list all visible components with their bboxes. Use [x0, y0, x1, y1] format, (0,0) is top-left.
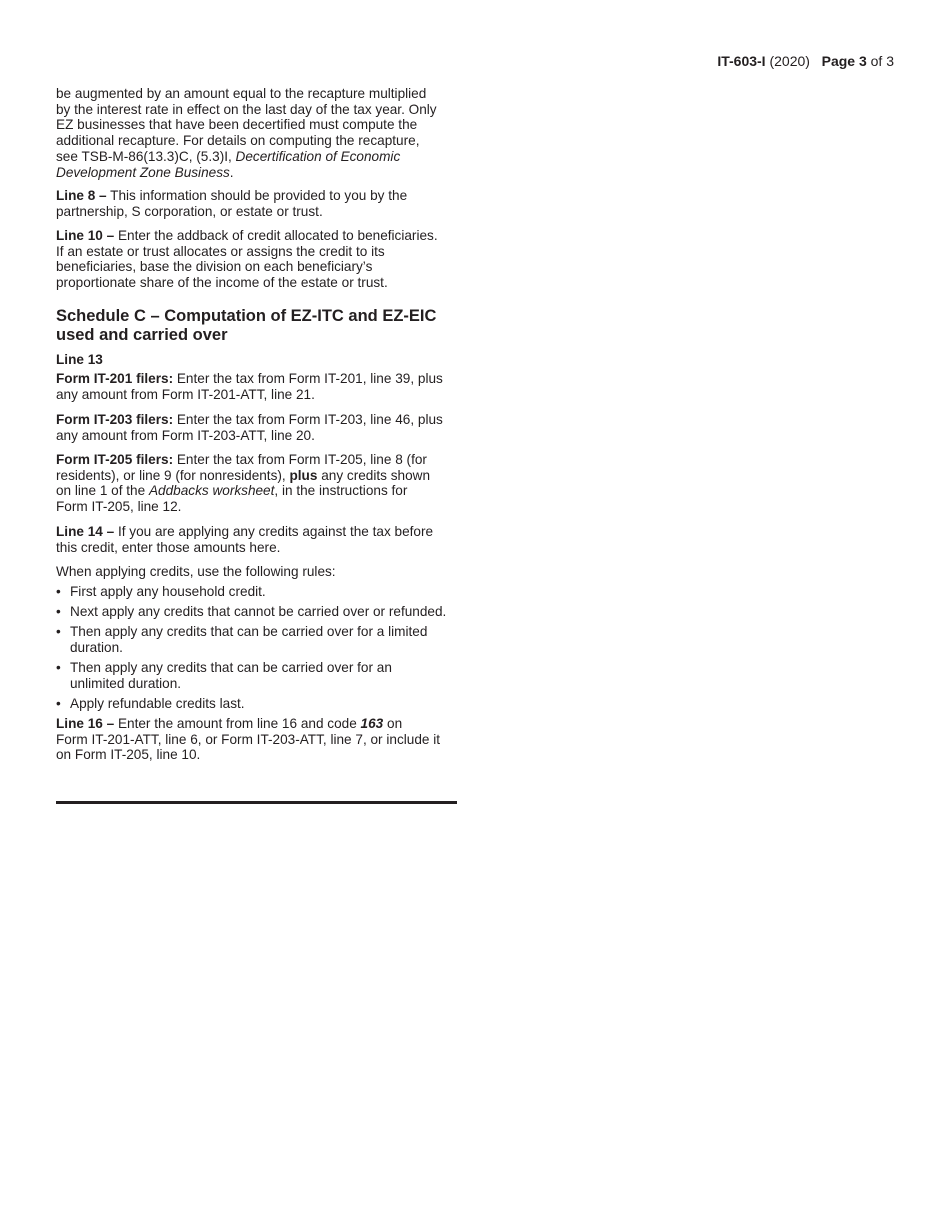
line-8-text: This information should be provided to you by the partnership, S corporation, or estate or trust.: [56, 188, 408, 219]
line-14-text: If you are applying any credits against the tax before this credit, enter those amounts here.: [56, 524, 434, 555]
publication-title: Decertification of Economic Development Zone Business: [56, 148, 401, 180]
it-205-text: any credits shown on line 1 of the: [56, 467, 431, 499]
line-16-label: Line 16 –: [56, 716, 115, 731]
bullet-item: [56, 604, 446, 620]
plus-emphasis: plus: [289, 467, 318, 483]
intro-paragraph: [56, 86, 476, 180]
it-205-text: Enter the tax from Form IT-205, line 8 (for residents), or line 9 (for nonresidents),: [56, 452, 427, 483]
rules-intro: When applying credits, use the following rules:: [56, 564, 336, 579]
intro-text: be augmented by an amount equal to the recapture multiplied by the interest rate in effect on the last day of the tax year. Only EZ businesses that have been decertified must compute the additional recapture. For details on computing the recapture, see TSB-M-86(13.3)C, (5.3)I,: [56, 86, 437, 164]
intro-end: .: [229, 164, 234, 180]
page-total: of 3: [870, 53, 894, 69]
line-14-paragraph: [56, 524, 476, 555]
credit-code: 163: [360, 716, 384, 731]
it-201-paragraph: [56, 371, 476, 402]
worksheet-title: Addbacks worksheet: [148, 483, 275, 499]
line-16-text: on Form IT-201-ATT, line 6, or Form IT-203-ATT, line 7, or include it on Form IT-205, line 10.: [56, 716, 441, 763]
form-number: IT-603-I: [717, 53, 766, 69]
page-number: Page 3: [821, 53, 867, 69]
it-205-paragraph: [56, 452, 476, 515]
bullet-text: Then apply any credits that can be carried over for a limited duration.: [70, 624, 428, 655]
bullet-icon: •: [56, 660, 61, 675]
line-16-paragraph: [56, 716, 486, 763]
bullet-item: [56, 584, 266, 600]
it-203-label: Form IT-203 filers:: [56, 412, 174, 427]
bullet-icon: •: [56, 624, 61, 639]
bullet-item: [56, 660, 392, 691]
line-14-label: Line 14 –: [56, 524, 115, 539]
it-205-label: Form IT-205 filers:: [56, 452, 174, 467]
line-8-paragraph: [56, 188, 476, 219]
schedule-c-heading: Schedule C – Computation of EZ-ITC and EZ-EIC used and carried over: [56, 307, 437, 344]
line-8-label: Line 8 –: [56, 188, 107, 203]
it-203-text: Enter the tax from Form IT-203, line 46, plus any amount from Form IT-203-ATT, line 20.: [56, 412, 443, 443]
bullet-text: Next apply any credits that cannot be carried over or refunded.: [70, 604, 447, 619]
line-10-text: Enter the addback of credit allocated to beneficiaries. If an estate or trust allocates or assigns the credit to its beneficiaries, base the division on each beneficiary’s proportionate share of the income of the estate or trust.: [56, 228, 438, 291]
bullet-text: Apply refundable credits last.: [70, 696, 245, 711]
it-203-paragraph: [56, 412, 476, 443]
bullet-icon: •: [56, 584, 61, 599]
bullet-icon: •: [56, 696, 61, 711]
bullet-text: Then apply any credits that can be carried over for an unlimited duration.: [70, 660, 392, 691]
line-10-paragraph: [56, 228, 476, 291]
form-year: (2020): [769, 53, 810, 69]
line-16-text: Enter the amount from line 16 and code: [114, 716, 361, 731]
it-205-text: , in the instructions for Form IT-205, line 12.: [56, 483, 408, 515]
line-10-label: Line 10 –: [56, 228, 115, 243]
bullet-text: First apply any household credit.: [70, 584, 266, 599]
it-201-text: Enter the tax from Form IT-201, line 39, plus any amount from Form IT-201-ATT, line 21.: [56, 371, 443, 402]
end-divider: [56, 801, 457, 804]
page-header: [717, 53, 894, 69]
bullet-icon: •: [56, 604, 61, 619]
bullet-item: [56, 696, 245, 712]
it-201-label: Form IT-201 filers:: [56, 371, 174, 386]
line-13-label: Line 13: [56, 352, 103, 367]
bullet-item: [56, 624, 427, 655]
